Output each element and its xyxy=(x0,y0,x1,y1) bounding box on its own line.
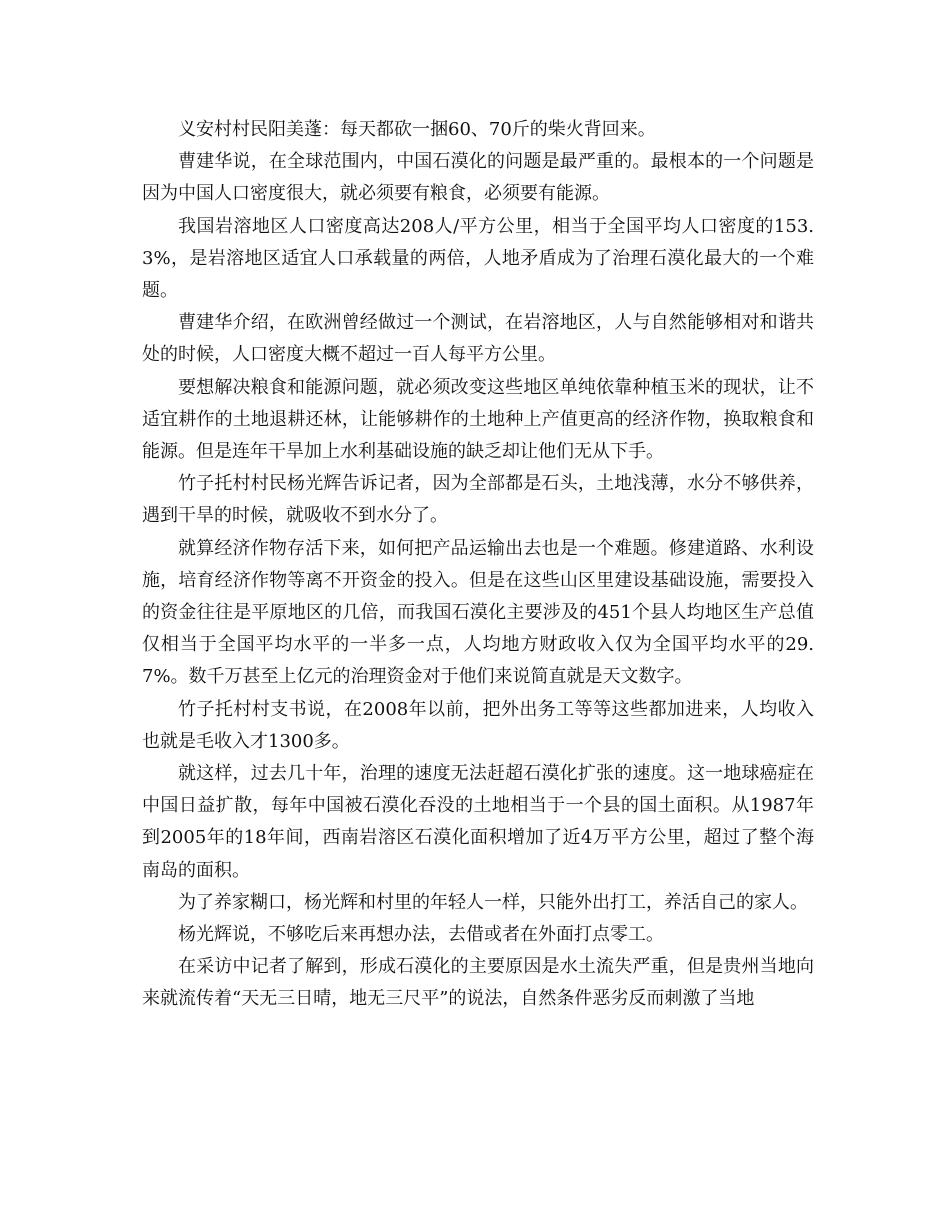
article-body xyxy=(142,114,814,1016)
paragraph: 竹子托村村民杨光辉告诉记者，因为全部都是石头，土地浅薄，水分不够供养，遇到干旱的时候，就吸收不到水分了。 xyxy=(142,473,814,527)
paragraph: 就算经济作物存活下来，如何把产品运输出去也是一个难题。修建道路、水利设施，培育经济作物等离不开资金的投入。但是在这些山区里建设基础设施，需要投入的资金往往是平原地区的几倍，而我国石漠化主要涉及的451个县人均地区生产总值仅相当于全国平均水平的一半多一点，人均地方财政收入仅为全国平均水平的29.7%。数千万甚至上亿元的治理资金对于他们来说简直就是天文数字。 xyxy=(142,537,814,688)
paragraph: 在采访中记者了解到，形成石漠化的主要原因是水土流失严重，但是贵州当地向来就流传着“天无三日晴，地无三尺平”的说法，自然条件恶劣反而刺激了当地 xyxy=(142,956,814,1010)
paragraph: 我国岩溶地区人口密度高达208人/平方公里，相当于全国平均人口密度的153.3%，是岩溶地区适宜人口承载量的两倍，人地矛盾成为了治理石漠化最大的一个难题。 xyxy=(142,215,814,302)
paragraph: 曹建华说，在全球范围内，中国石漠化的问题是最严重的。最根本的一个问题是因为中国人口密度很大，就必须要有粮食，必须要有能源。 xyxy=(142,151,814,205)
paragraph: 要想解决粮食和能源问题，就必须改变这些地区单纯依靠种植玉米的现状，让不适宜耕作的土地退耕还林，让能够耕作的土地种上产值更高的经济作物，换取粮食和能源。但是连年干旱加上水利基础设施的缺乏却让他们无从下手。 xyxy=(142,376,814,463)
paragraph: 义安村村民阳美蓬：每天都砍一捆60、70斤的柴火背回来。 xyxy=(178,119,656,140)
paragraph: 竹子托村村支书说，在2008年以前，把外出务工等等这些都加进来，人均收入也就是毛收入才1300多。 xyxy=(142,698,814,752)
paragraph: 曹建华介绍，在欧洲曾经做过一个测试，在岩溶地区，人与自然能够相对和谐共处的时候，人口密度大概不超过一百人每平方公里。 xyxy=(142,312,814,366)
paragraph: 为了养家糊口，杨光辉和村里的年轻人一样，只能外出打工，养活自己的家人。 xyxy=(178,891,808,913)
paragraph: 就这样，过去几十年，治理的速度无法赶超石漠化扩张的速度。这一地球癌症在中国日益扩散，每年中国被石漠化吞没的土地相当于一个县的国土面积。从1987年到2005年的18年间，西南岩溶区石漠化面积增加了近4万平方公里，超过了整个海南岛的面积。 xyxy=(142,763,814,881)
paragraph: 杨光辉说，不够吃后来再想办法，去借或者在外面打点零工。 xyxy=(178,924,664,946)
